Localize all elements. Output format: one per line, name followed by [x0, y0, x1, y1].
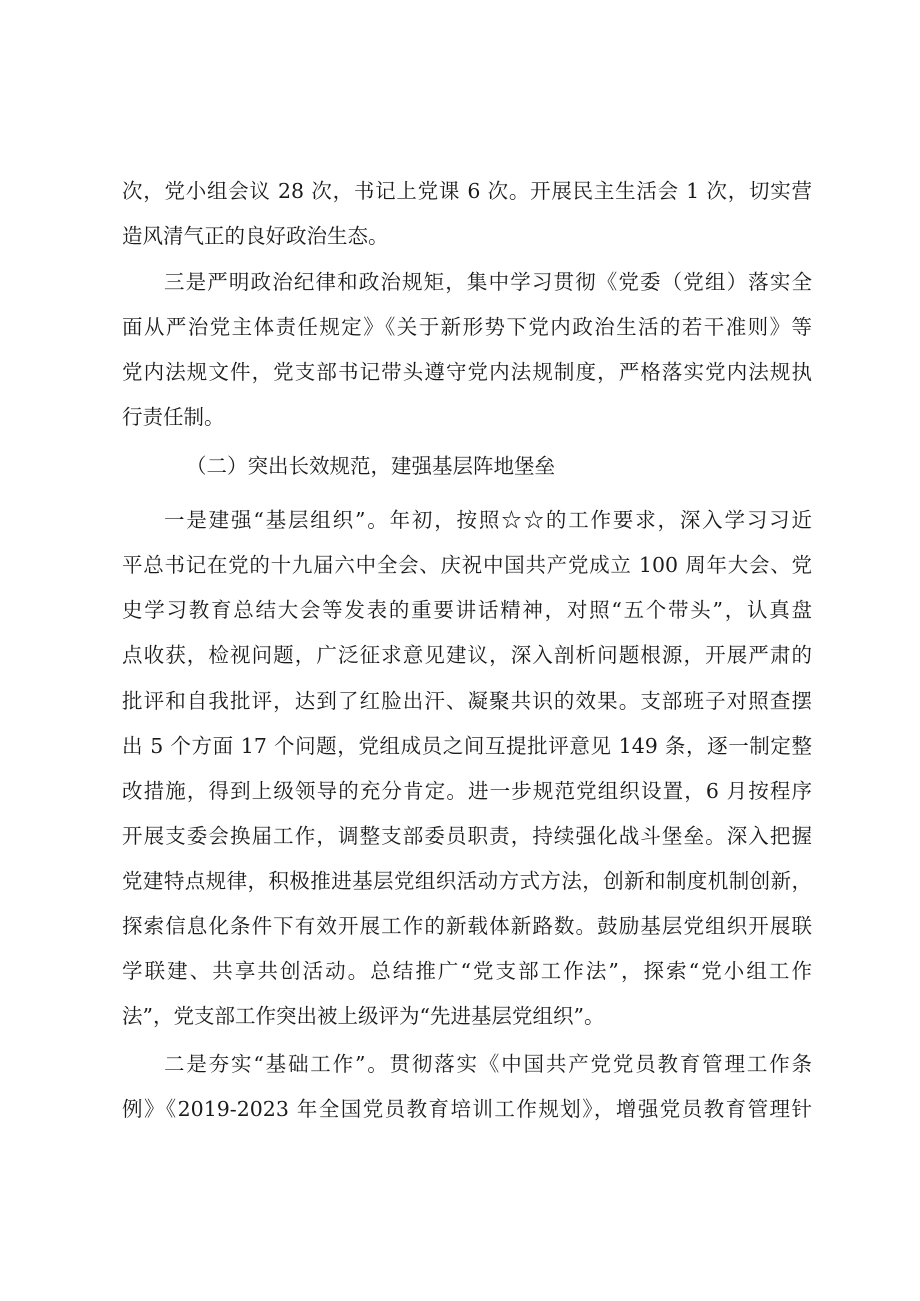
paragraph-4-line-10: 探索信息化条件下有效开展工作的新载体新路数。鼓励基层党组织开展联: [122, 914, 812, 938]
paragraph-3-line-3: 党内法规文件，党支部书记带头遵守党内法规制度，严格落实党内法规执: [122, 360, 812, 384]
paragraph-4-line-3: 史学习教育总结大会等发表的重要讲话精神，对照“五个带头”，认真盘: [122, 598, 812, 622]
paragraph-3-line-1: 三是严明政治纪律和政治规矩，集中学习贯彻《党委（党组）落实全: [164, 270, 812, 294]
paragraph-5-line-2: 例》《2019-2023 年全国党员教育培训工作规划》，增强党员教育管理针: [122, 1097, 812, 1121]
paragraph-4-line-9: 党建特点规律，积极推进基层党组织活动方式方法，创新和制度机制创新，: [122, 869, 812, 893]
paragraph-4-line-8: 开展支委会换届工作，调整支部委员职责，持续强化战斗堡垒。深入把握: [122, 824, 812, 848]
paragraph-4-line-12: 法”，党支部工作突出被上级评为“先进基层党组织”。: [122, 1004, 605, 1028]
paragraph-4-line-1: 一是建强“基层组织”。年初，按照☆☆的工作要求，深入学习习近: [164, 508, 812, 532]
text-line-1: 次，党小组会议 28 次，书记上党课 6 次。开展民主生活会 1 次，切实营: [122, 179, 812, 203]
paragraph-4-line-6: 出 5 个方面 17 个问题，党组成员之间互提批评意见 149 条，逐一制定整: [122, 734, 812, 758]
paragraph-4-line-5: 批评和自我批评，达到了红脸出汗、凝聚共识的效果。支部班子对照查摆: [122, 689, 812, 713]
paragraph-4-line-11: 学联建、共享共创活动。总结推广“党支部工作法”，探索“党小组工作: [122, 959, 812, 983]
paragraph-4-line-4: 点收获，检视问题，广泛征求意见建议，深入剖析问题根源，开展严肃的: [122, 643, 812, 667]
paragraph-5-line-1: 二是夯实“基础工作”。贯彻落实《中国共产党党员教育管理工作条: [164, 1052, 812, 1076]
paragraph-4-line-2: 平总书记在党的十九届六中全会、庆祝中国共产党成立 100 周年大会、党: [122, 553, 812, 577]
paragraph-3-line-4: 行责任制。: [122, 405, 225, 429]
section-heading: （二）突出长效规范，建强基层阵地堡垒: [186, 454, 555, 478]
text-line-2: 造风清气正的良好政治生态。: [122, 224, 389, 248]
paragraph-3-line-2: 面从严治党主体责任规定》《关于新形势下党内政治生活的若干准则》等: [122, 315, 812, 339]
paragraph-4-line-7: 改措施，得到上级领导的充分肯定。进一步规范党组织设置，6 月按程序: [122, 779, 812, 803]
